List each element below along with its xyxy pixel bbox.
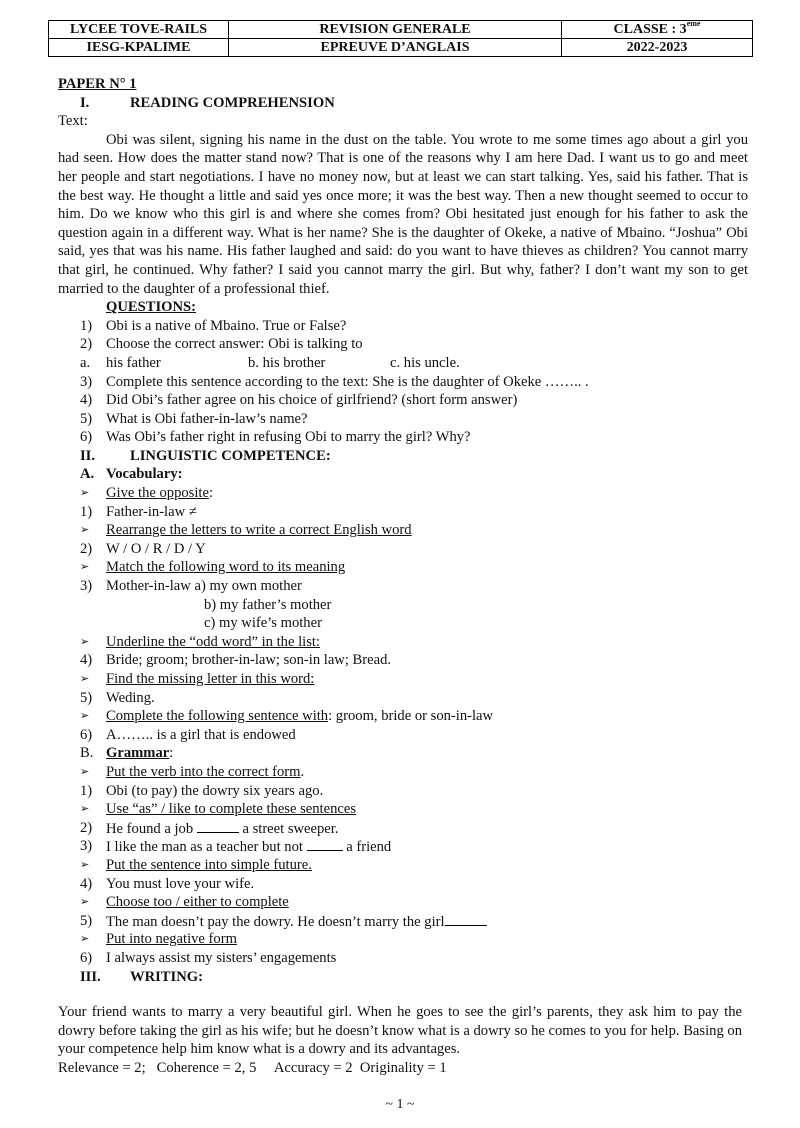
writing-prompt: Your friend wants to marry a very beautiful girl. When he goes to see the girl’s parents, they ask him to pay the dowry before taking the girl as his wife; but he doesn’t know what is a dowry so he comes to you for help. Basing on your competence help him know what is a dowry and its advantages. bbox=[58, 1004, 742, 1058]
arrow-icon: ➢ bbox=[80, 858, 90, 871]
arrow-icon: ➢ bbox=[80, 673, 90, 685]
vocab-item-3-option-c: c) my wife’s mother bbox=[204, 615, 322, 632]
arrow-icon: ➢ bbox=[80, 765, 90, 778]
questions-heading: QUESTIONS: bbox=[106, 299, 197, 316]
arrow-icon: ➢ bbox=[80, 561, 90, 574]
instruction-opposite: ➢ Give the opposite: bbox=[80, 485, 214, 502]
arrow-icon: ➢ bbox=[80, 487, 90, 500]
vocab-item-2: 2) W / O / R / D / Y bbox=[80, 540, 206, 557]
class-cell: CLASSE : 3ème bbox=[562, 21, 753, 39]
vocab-item-5: 5) Weding. bbox=[80, 689, 155, 706]
instruction-odd-word: ➢ Underline the “odd word” in the list: bbox=[80, 633, 320, 650]
instruction-as-like: ➢ Use “as” / like to complete these sentences bbox=[80, 801, 357, 818]
instruction-missing-letter: ➢ Find the missing letter in this word: bbox=[80, 671, 315, 687]
instruction-too-either: ➢ Choose too / either to complete bbox=[80, 894, 289, 911]
question-5: 5) What is Obi father-in-law’s name? bbox=[80, 410, 308, 427]
instruction-simple-future: ➢ Put the sentence into simple future. bbox=[80, 856, 312, 873]
grammar-item-4: 4) You must love your wife. bbox=[80, 875, 255, 892]
vocab-item-4: 4) Bride; groom; brother-in-law; son-in law; Bread. bbox=[80, 652, 392, 669]
paper-number: PAPER N° 1 bbox=[58, 76, 137, 92]
vocabulary-heading: A. Vocabulary: bbox=[80, 466, 183, 483]
text-label: Text: bbox=[58, 113, 88, 130]
instruction-negative: ➢ Put into negative form bbox=[80, 931, 237, 948]
exam-type: REVISION GENERALE bbox=[229, 21, 562, 39]
grammar-item-2: 2) He found a job a street sweeper. bbox=[80, 819, 339, 837]
section-heading-linguistic: II. LINGUISTIC COMPETENCE: bbox=[80, 447, 331, 464]
arrow-icon: ➢ bbox=[80, 524, 90, 537]
vocab-item-3-option-b: b) my father’s mother bbox=[204, 596, 332, 613]
arrow-icon: ➢ bbox=[80, 803, 90, 816]
arrow-icon: ➢ bbox=[80, 710, 90, 723]
arrow-icon: ➢ bbox=[80, 896, 90, 909]
question-3: 3) Complete this sentence according to the text: She is the daughter of Okeke …….. . bbox=[80, 373, 589, 390]
question-6: 6) Was Obi’s father right in refusing Obi to marry the girl? Why? bbox=[80, 429, 471, 446]
grammar-item-5: 5) The man doesn’t pay the dowry. He doesn’t marry the girl bbox=[58, 912, 748, 931]
section-heading-reading: I. READING COMPREHENSION bbox=[80, 94, 335, 111]
question-1: 1) Obi is a native of Mbaino. True or False? bbox=[80, 317, 347, 334]
answer-blank[interactable] bbox=[307, 837, 343, 851]
arrow-icon: ➢ bbox=[80, 635, 90, 648]
grammar-item-1: 1) Obi (to pay) the dowry six years ago. bbox=[80, 782, 324, 799]
grammar-heading: B. Grammar: bbox=[80, 745, 174, 762]
reading-passage: Obi was silent, signing his name in the dust on the table. You wrote to me some times ago about a girl you had seen. How does the matter stand now? That is one of the reasons why I am here Dad. I want us to go and meet her people and start negotiations. I have no money now, but at least we can start talking. Yes, said his father. That is the best way. He thought a little and said yes once more; it was the best way. Then a new thought seemed to occur to him. Do we know who this girl is and where she comes from? Obi hesitated just enough for his father to ask the question again in a different way. What is her name? She is the daughter of Okeke, a native of Mbaino. “Joshua” Obi said, yes that was his name. His father laughed and said: do you want to have thieves as children? You cannot marry that girl, he continued. Why father? I said you cannot marry the girl. But why, father? I don’t want my son to get married to the daughter of a professional thief. bbox=[58, 131, 748, 297]
grammar-item-3: 3) I like the man as a teacher but not a friend bbox=[80, 838, 392, 856]
instruction-rearrange: ➢ Rearrange the letters to write a correct English word bbox=[80, 522, 412, 539]
answer-blank[interactable] bbox=[197, 819, 239, 833]
question-2: 2) Choose the correct answer: Obi is talking to bbox=[80, 336, 363, 353]
subject-name: EPREUVE D’ANGLAIS bbox=[229, 39, 562, 57]
grammar-item-6: 6) I always assist my sisters’ engagements bbox=[80, 949, 337, 966]
header-table bbox=[48, 20, 753, 57]
section-heading-writing: III. WRITING: bbox=[80, 968, 203, 985]
arrow-icon: ➢ bbox=[80, 933, 90, 946]
writing-section bbox=[58, 1003, 742, 1077]
school-year: 2022-2023 bbox=[562, 39, 753, 57]
exam-content bbox=[58, 75, 748, 986]
vocab-item-6: 6) A…….. is a girl that is endowed bbox=[80, 726, 296, 743]
inspection-name: IESG-KPALIME bbox=[49, 39, 229, 57]
school-name: LYCEE TOVE-RAILS bbox=[49, 21, 229, 39]
vocab-item-3: 3) Mother-in-law a) my own mother bbox=[80, 578, 302, 595]
instruction-match: ➢ Match the following word to its meaning bbox=[80, 559, 346, 576]
answer-blank[interactable] bbox=[445, 912, 487, 926]
question-4: 4) Did Obi’s father agree on his choice of girlfriend? (short form answer) bbox=[80, 392, 518, 409]
page-number: ~ 1 ~ bbox=[385, 1097, 415, 1112]
instruction-complete-sentence: ➢ Complete the following sentence with: groom, bride or son-in-law bbox=[80, 708, 494, 725]
instruction-verb-form: ➢ Put the verb into the correct form. bbox=[80, 763, 305, 780]
marking-scheme: Relevance = 2; Coherence = 2, 5 Accuracy = 2 Originality = 1 bbox=[58, 1059, 447, 1076]
vocab-item-1: 1) Father-in-law ≠ bbox=[80, 503, 197, 520]
question-2-options: a. his father b. his brother c. his uncle. bbox=[80, 354, 460, 371]
